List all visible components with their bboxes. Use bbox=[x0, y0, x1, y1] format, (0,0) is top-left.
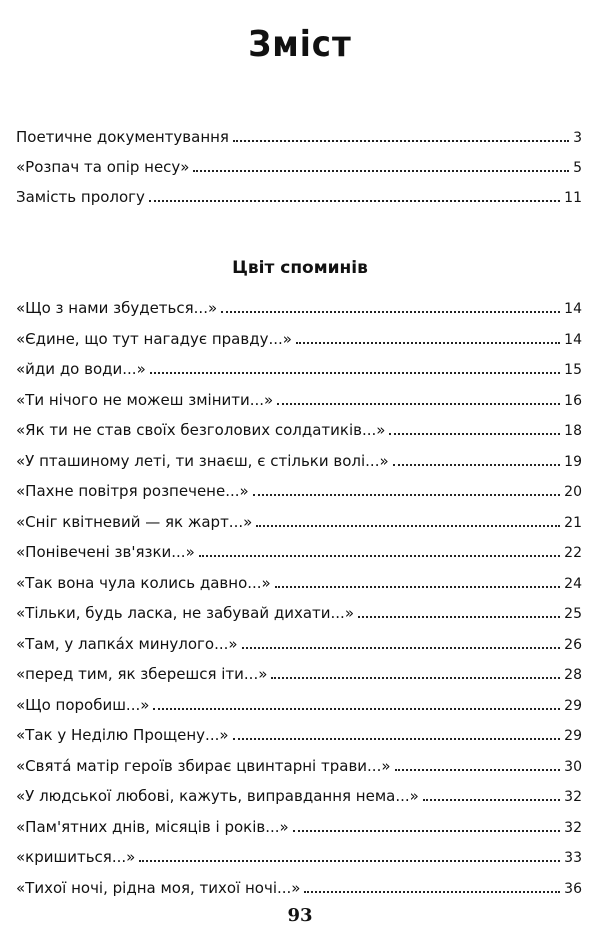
toc-entry-title: «Як ти не став своїх безголових солдатиків...» bbox=[16, 421, 386, 439]
section-heading: Цвіт споминів bbox=[232, 258, 368, 278]
toc-entry-page: 25 bbox=[564, 606, 582, 622]
toc-entry[interactable] bbox=[16, 126, 582, 146]
toc-entry-title: «Розпач та опір несу» bbox=[16, 158, 190, 176]
toc-entry[interactable] bbox=[16, 785, 582, 805]
page-number: 93 bbox=[287, 905, 313, 926]
toc-entry[interactable] bbox=[16, 572, 582, 592]
toc-entry-page: 22 bbox=[564, 545, 582, 561]
toc-entry[interactable] bbox=[16, 297, 582, 317]
toc-entry[interactable] bbox=[16, 602, 582, 622]
dot-leader bbox=[395, 755, 561, 771]
dot-leader bbox=[277, 389, 560, 405]
toc-entry-title: «Понівечені зв'язки...» bbox=[16, 543, 195, 561]
toc-entry-page: 36 bbox=[564, 880, 582, 897]
toc-entry-title: «Сніг квітневий — як жарт...» bbox=[16, 512, 253, 531]
toc-entry-page: 28 bbox=[564, 667, 582, 683]
toc-entry-page: 19 bbox=[564, 453, 582, 470]
toc-entry-title: «йди до води...» bbox=[16, 360, 146, 378]
toc-entry-page: 14 bbox=[564, 301, 582, 317]
dot-leader bbox=[389, 419, 560, 435]
toc-entry-title: «Свята́ матір героїв збирає цвинтарні трави...» bbox=[16, 756, 391, 775]
dot-leader bbox=[423, 785, 560, 801]
toc-entry-page: 24 bbox=[564, 575, 582, 592]
toc-entry-title: «кришиться...» bbox=[16, 848, 136, 866]
toc-entry[interactable] bbox=[16, 755, 582, 775]
dot-leader bbox=[253, 480, 560, 496]
dot-leader bbox=[153, 694, 560, 710]
toc-entry[interactable] bbox=[16, 816, 582, 836]
toc-entry[interactable] bbox=[16, 694, 582, 714]
dot-leader bbox=[304, 877, 560, 893]
toc-entry-page: 20 bbox=[564, 484, 582, 500]
toc-entry-title: «Єдине, що тут нагадує правду...» bbox=[16, 329, 292, 348]
toc-entry-title: «Там, у лапка́х минулого...» bbox=[16, 634, 238, 653]
dot-leader bbox=[139, 846, 560, 862]
toc-entry[interactable] bbox=[16, 186, 582, 206]
toc-entry-page: 26 bbox=[564, 636, 582, 653]
toc-entry-page: 29 bbox=[564, 697, 582, 714]
toc-entry-title: Замість прологу bbox=[16, 188, 145, 206]
dot-leader bbox=[149, 186, 560, 202]
dot-leader bbox=[393, 450, 561, 466]
toc-entry-page: 32 bbox=[564, 819, 582, 836]
toc-entry[interactable] bbox=[16, 724, 582, 744]
toc-entry-title: «У людської любові, кажуть, виправдання нема...» bbox=[16, 787, 419, 805]
toc-entry[interactable] bbox=[16, 541, 582, 561]
toc-entry[interactable] bbox=[16, 480, 582, 500]
toc-entry[interactable] bbox=[16, 419, 582, 439]
toc-entry-page: 5 bbox=[573, 160, 582, 176]
toc-entry-page: 14 bbox=[564, 331, 582, 348]
toc-entry-title: «Ти нічого не можеш змінити...» bbox=[16, 390, 274, 409]
toc-entry-title: «Тихої ночі, рідна моя, тихої ночі...» bbox=[16, 878, 301, 897]
toc-entry-title: «Пахне повітря розпечене...» bbox=[16, 482, 249, 500]
toc-entry-title: «Тільки, будь ласка, не забувай дихати...» bbox=[16, 604, 355, 622]
toc-entry-page: 29 bbox=[564, 728, 582, 744]
toc-entry-title: «Що поробиш...» bbox=[16, 695, 150, 714]
toc-entry-title: «Пам'ятних днів, місяців і років...» bbox=[16, 817, 289, 836]
toc-entry-title: «перед тим, як зберешся іти...» bbox=[16, 665, 268, 683]
dot-leader bbox=[233, 126, 569, 142]
dot-leader bbox=[358, 602, 560, 618]
dot-leader bbox=[271, 663, 560, 679]
toc-entry-title: «У пташиному леті, ти знаєш, є стільки волі...» bbox=[16, 451, 389, 470]
toc-entry[interactable] bbox=[16, 389, 582, 409]
toc-entry-page: 18 bbox=[564, 423, 582, 439]
toc-entry-page: 30 bbox=[564, 758, 582, 775]
toc-entry-page: 15 bbox=[564, 362, 582, 378]
dot-leader bbox=[293, 816, 560, 832]
page-title: Зміст bbox=[248, 24, 352, 65]
toc-entry-title: Поетичне документування bbox=[16, 128, 229, 146]
toc-entry-title: «Так у Неділю Прощену...» bbox=[16, 726, 229, 744]
toc-entry[interactable] bbox=[16, 328, 582, 348]
toc-entry-title: «Так вона чула колись давно...» bbox=[16, 573, 271, 592]
toc-entry[interactable] bbox=[16, 633, 582, 653]
dot-leader bbox=[275, 572, 560, 588]
toc-entry-page: 11 bbox=[564, 190, 582, 206]
toc-entry[interactable] bbox=[16, 846, 582, 866]
toc-entry[interactable] bbox=[16, 450, 582, 470]
dot-leader bbox=[296, 328, 560, 344]
dot-leader bbox=[193, 156, 569, 172]
dot-leader bbox=[242, 633, 561, 649]
toc-entry-page: 3 bbox=[573, 130, 582, 146]
toc-entry-page: 16 bbox=[564, 392, 582, 409]
dot-leader bbox=[233, 724, 561, 740]
toc-entry-title: «Що з нами збудеться...» bbox=[16, 299, 218, 317]
dot-leader bbox=[221, 297, 560, 313]
toc-entry[interactable] bbox=[16, 511, 582, 531]
dot-leader bbox=[256, 511, 560, 527]
toc-entry[interactable] bbox=[16, 156, 582, 176]
toc-entry[interactable] bbox=[16, 663, 582, 683]
toc-entry[interactable] bbox=[16, 877, 582, 897]
toc-entry-page: 33 bbox=[564, 850, 582, 866]
dot-leader bbox=[199, 541, 560, 557]
toc-entry-page: 21 bbox=[564, 514, 582, 531]
toc-entry[interactable] bbox=[16, 358, 582, 378]
toc-entry-page: 32 bbox=[564, 789, 582, 805]
dot-leader bbox=[150, 358, 560, 374]
